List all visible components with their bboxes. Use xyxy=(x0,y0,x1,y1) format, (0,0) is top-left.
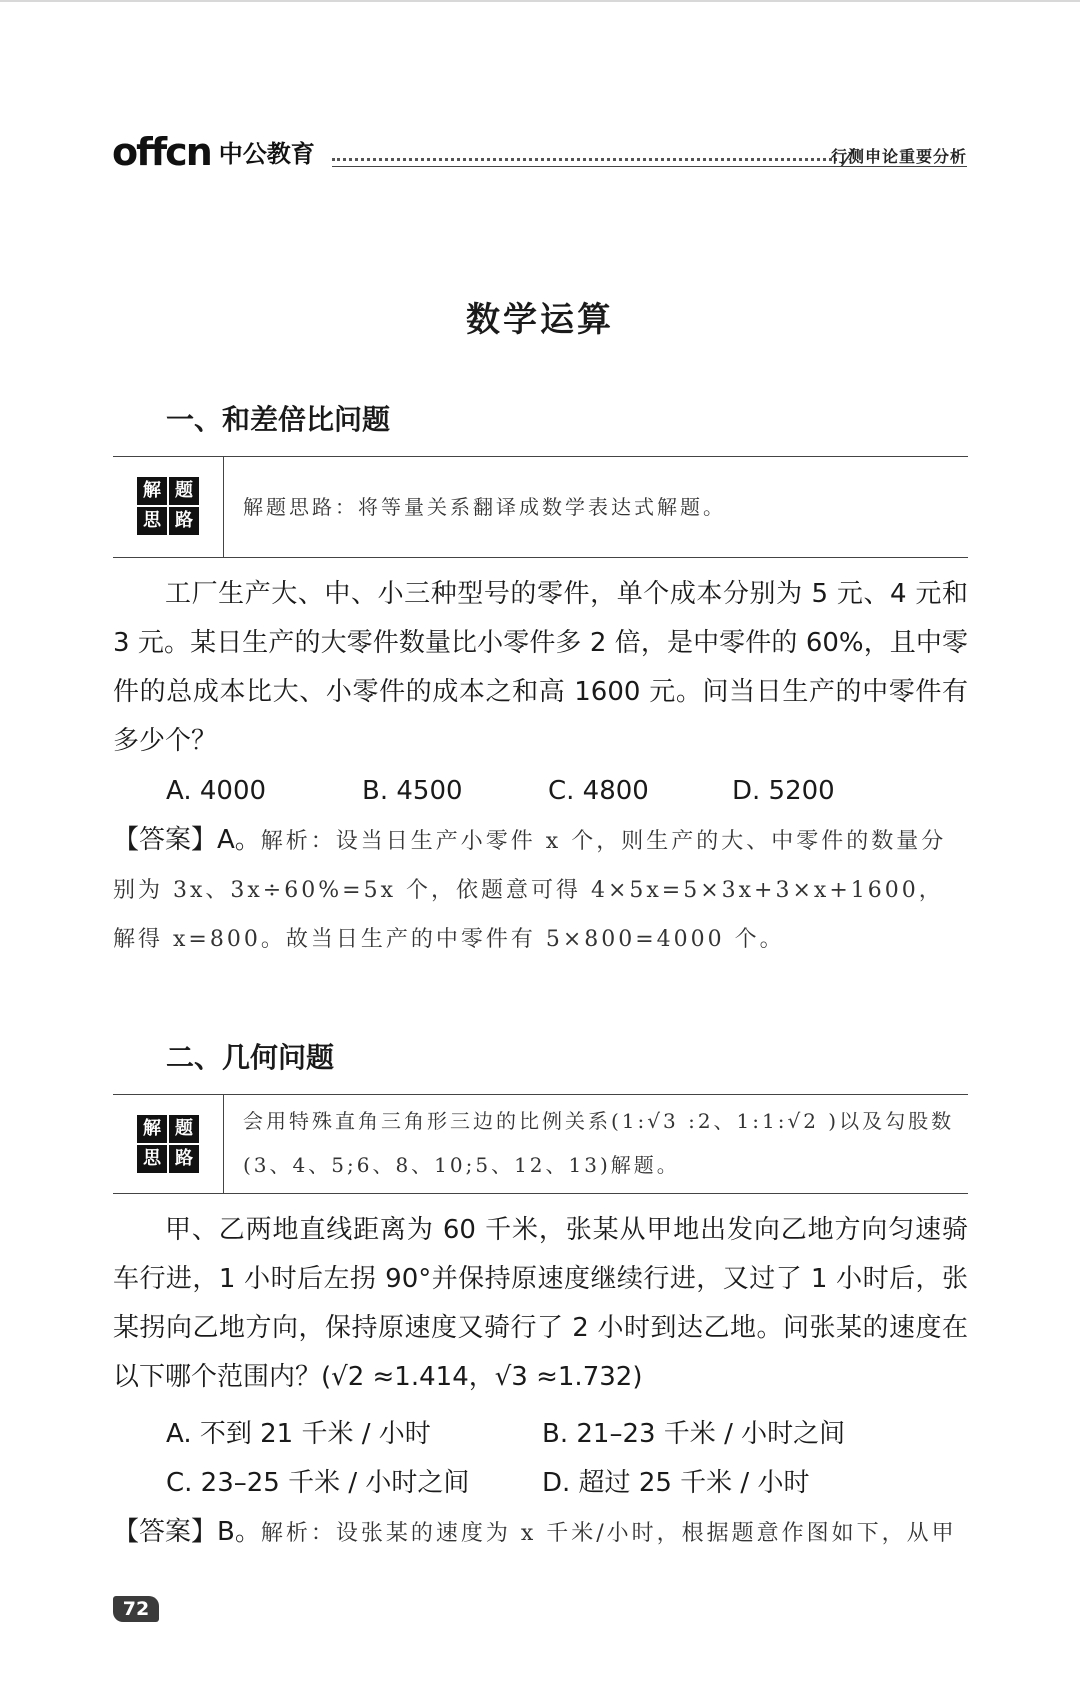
tip-divider xyxy=(223,1095,224,1193)
option-b: B. 4500 xyxy=(362,776,463,806)
badge-char: 路 xyxy=(169,507,199,535)
options-2-row2 xyxy=(166,1459,809,1508)
badge-char: 题 xyxy=(169,477,199,505)
page-header xyxy=(112,128,967,176)
tip-text: 解题思路：将等量关系翻译成数学表达式解题。 xyxy=(243,495,726,519)
answer-explanation: 解析：设当日生产小零件 x 个，则生产的大、中零件的数量分别为 3x、3x÷60%=5x 个，依题意可得 4×5x=5×3x+3×x+1600，解得 x=800。故当日生产的中零件有 5×800=4000 个。 xyxy=(113,829,947,952)
badge-char: 题 xyxy=(169,1115,199,1143)
answer-2 xyxy=(113,1508,968,1558)
badge-char: 思 xyxy=(137,1145,167,1173)
tip-text xyxy=(243,1099,958,1187)
badge-char: 解 xyxy=(137,1115,167,1143)
running-header-title: 行测申论重要分析 xyxy=(830,147,967,166)
tip-line-2: (3、4、5;6、8、10;5、12、13)解题。 xyxy=(243,1153,680,1177)
answer-lead: 【答案】B。 xyxy=(113,1517,261,1547)
section-title-1: 一、和差倍比问题 xyxy=(166,403,391,436)
answer-lead: 【答案】A。 xyxy=(113,825,261,855)
options-2-row1 xyxy=(166,1410,845,1459)
page-number: 72 xyxy=(113,1596,159,1622)
top-border xyxy=(0,0,1080,2)
header-dotted-rule xyxy=(332,158,837,161)
badge-char: 路 xyxy=(169,1145,199,1173)
question-text: 甲、乙两地直线距离为 60 千米，张某从甲地出发向乙地方向匀速骑车行进，1 小时后左拐 90°并保持原速度继续行进，又过了 1 小时后，张某拐向乙地方向，保持原速度又骑行了 2 小时到达乙地。问张某的速度在以下哪个范围内？(√2 ≈1.414，√3 ≈1.732) xyxy=(113,1215,968,1392)
tip-box-1 xyxy=(113,456,968,558)
tip-box-2 xyxy=(113,1094,968,1194)
option-c: C. 4800 xyxy=(548,776,649,806)
answer-explanation: 解析：设张某的速度为 x 千米/小时，根据题意作图如下，从甲 xyxy=(260,1521,957,1546)
option-d: D. 超过 25 千米 / 小时 xyxy=(542,1468,810,1498)
logo-chinese-name: 中公教育 xyxy=(218,140,315,168)
tip-badge xyxy=(137,477,199,535)
question-2 xyxy=(113,1206,968,1402)
tip-line-1: 会用特殊直角三角形三边的比例关系(1:√3 :2、1:1:√2 )以及勾股数 xyxy=(243,1109,955,1133)
badge-char: 解 xyxy=(137,477,167,505)
option-d: D. 5200 xyxy=(732,776,835,806)
option-b: B. 21–23 千米 / 小时之间 xyxy=(542,1419,846,1449)
tip-divider xyxy=(223,457,224,557)
question-text: 工厂生产大、中、小三种型号的零件，单个成本分别为 5 元、4 元和 3 元。某日生产的大零件数量比小零件多 2 倍，是中零件的 60%，且中零件的总成本比大、小零件的成本之和高 1600 元。问当日生产的中零件有多少个？ xyxy=(113,579,968,756)
offcn-logo xyxy=(112,132,315,172)
answer-1 xyxy=(113,816,968,964)
option-a: A. 4000 xyxy=(166,776,267,806)
section-title-2: 二、几何问题 xyxy=(166,1041,335,1074)
tip-badge xyxy=(137,1115,199,1173)
page-title: 数学运算 xyxy=(466,300,614,340)
logo-wordmark: offcn xyxy=(112,130,211,174)
badge-char: 思 xyxy=(137,507,167,535)
question-1 xyxy=(113,570,968,766)
option-c: C. 23–25 千米 / 小时之间 xyxy=(166,1468,470,1498)
option-a: A. 不到 21 千米 / 小时 xyxy=(166,1419,431,1449)
options-1 xyxy=(166,767,835,816)
